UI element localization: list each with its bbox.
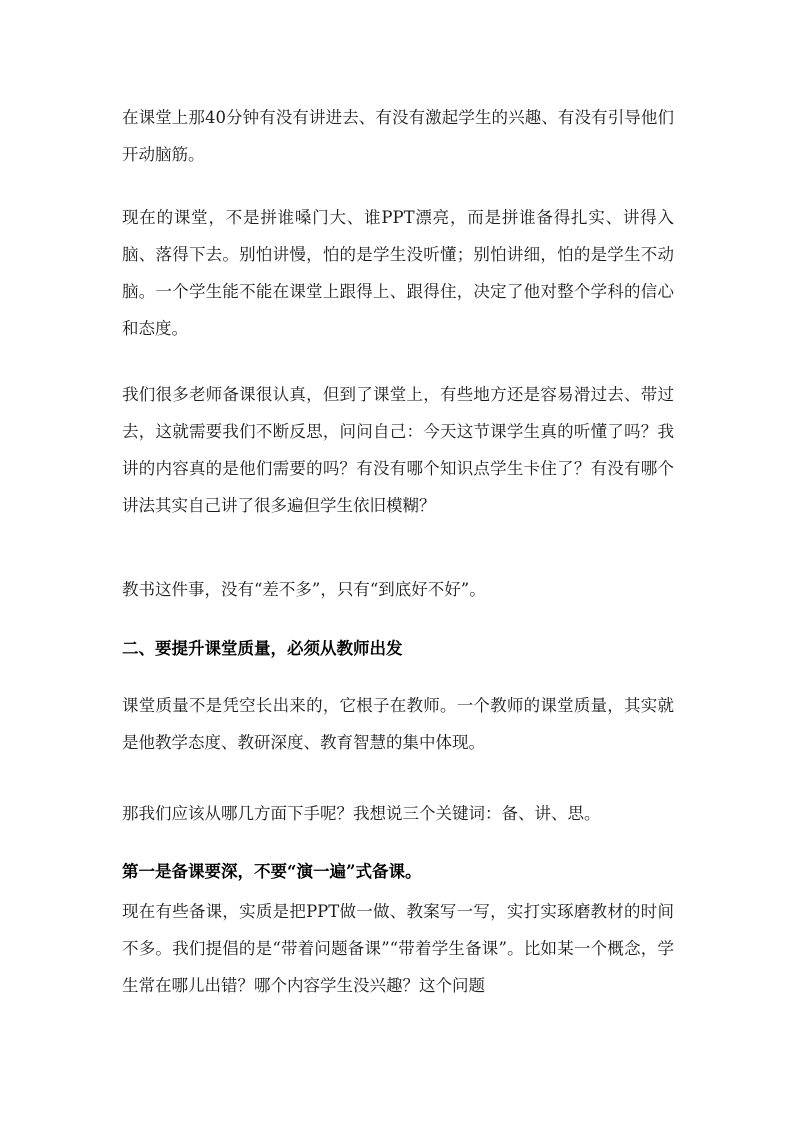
body-paragraph: 那我们应该从哪几方面下手呢？我想说三个关键词：备、讲、思。 bbox=[122, 804, 601, 823]
subsection-heading: 第一是备课要深，不要“演一遍”式备课。 bbox=[122, 862, 422, 881]
section-heading: 二、要提升课堂质量，必须从教师出发 bbox=[122, 639, 403, 658]
body-paragraph: 在课堂上那40分钟有没有讲进去、有没有激起学生的兴趣、有没有引导他们开动脑筋。 bbox=[122, 108, 674, 164]
body-paragraph: 现在有些备课，实质是把PPT做一做、教案写一写，实打实琢磨教材的时间不多。我们提倡的是“带着问题备课”“带着学生备课”。比如某一个概念，学生常在哪儿出错？哪个内容学生没兴趣？这个问题 bbox=[122, 902, 674, 995]
body-paragraph: 教书这件事，没有“差不多”，只有“到底好不好”。 bbox=[122, 580, 486, 599]
body-paragraph: 我们很多老师备课很认真，但到了课堂上，有些地方还是容易滑过去、带过去，这就需要我们不断反思，问问自己：今天这节课学生真的听懂了吗？我讲的内容真的是他们需要的吗？有没有哪个知识点学生卡住了？有没有哪个讲法其实自己讲了很多遍但学生依旧模糊？ bbox=[122, 385, 674, 515]
body-paragraph: 现在的课堂，不是拼谁嗓门大、谁PPT漂亮，而是拼谁备得扎实、讲得入脑、落得下去。别怕讲慢，怕的是学生没听懂；别怕讲细，怕的是学生不动脑。一个学生能不能在课堂上跟得上、跟得住，决定了他对整个学科的信心和态度。 bbox=[122, 208, 674, 338]
body-paragraph: 课堂质量不是凭空长出来的，它根子在教师。一个教师的课堂质量，其实就是他教学态度、教研深度、教育智慧的集中体现。 bbox=[122, 696, 674, 752]
